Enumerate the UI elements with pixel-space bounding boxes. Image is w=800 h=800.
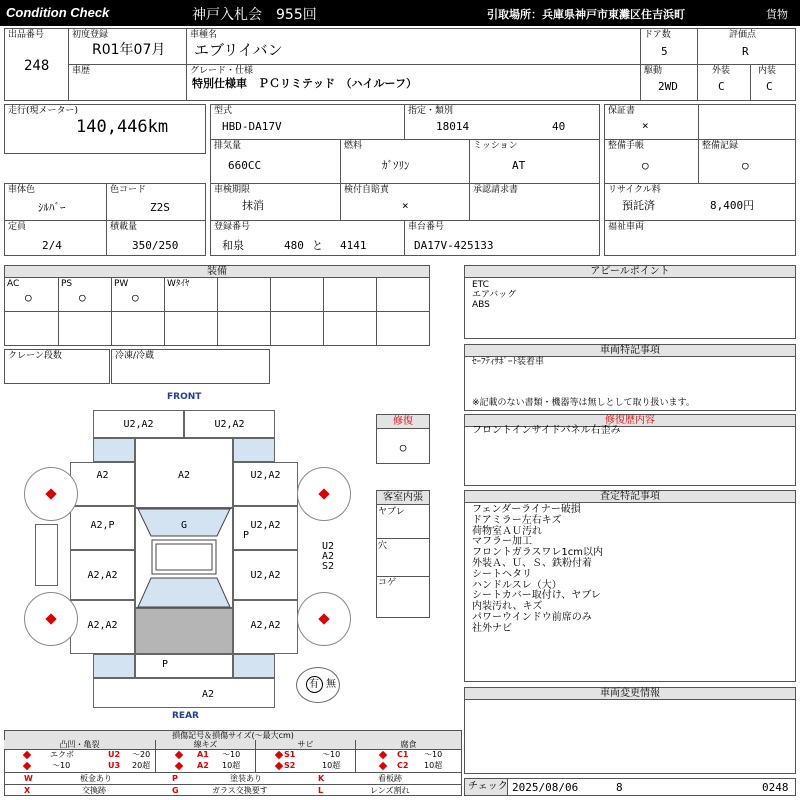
doors-value: 5 — [661, 45, 668, 58]
inspection-notes-title: 査定特記事項 — [465, 491, 795, 503]
change-info-box — [464, 687, 796, 774]
mark-hood: A2 — [177, 470, 191, 481]
grade-label: グレード・仕様 — [190, 66, 254, 76]
side-step-left — [35, 524, 58, 586]
equip-pw-mark: ○ — [132, 291, 139, 304]
legend-g-desc: ガラス交換要す — [212, 786, 268, 795]
designation-label: 指定・類別 — [408, 106, 454, 116]
maint-book-value: ○ — [642, 159, 649, 172]
cabin-item-hole: 穴 — [378, 541, 388, 551]
vehicle-category: 貨物 — [766, 8, 788, 21]
panel-front-corner-left[interactable] — [93, 438, 135, 462]
check-label: チェック — [468, 781, 508, 792]
panel-back-door[interactable] — [135, 608, 233, 654]
grade-value: 特別仕様車 ＰＣリミテッド （ハイルーフ） — [192, 77, 417, 90]
mark-front-door-left: A2,P — [90, 520, 115, 531]
legend-u2-size: 〜20 — [132, 750, 151, 759]
fridge-label: 冷凍/冷蔵 — [115, 351, 155, 361]
lot-label: 出品番号 — [8, 30, 45, 40]
mark-quarter-right: A2,A2 — [250, 620, 281, 631]
legend-code-a2: A2 — [197, 761, 209, 770]
color-value: ｼﾙﾊﾞｰ — [38, 201, 66, 214]
lot-number: 248 — [24, 58, 50, 74]
legend-code-k: K — [318, 774, 325, 783]
capacity-value: 2/4 — [42, 239, 62, 252]
mark-side-right-1: U2 — [321, 541, 335, 552]
legend-group-dent: 凸凹・亀裂 — [4, 740, 155, 749]
legend-code-c2: C2 — [397, 761, 409, 770]
mission-value: AT — [512, 159, 526, 172]
panel-rear-corner-right[interactable] — [233, 654, 275, 678]
maint-record-label: 整備記録 — [702, 141, 739, 151]
drive-label: 駆動 — [644, 66, 663, 76]
legend-u3-size: 20超 — [132, 761, 151, 770]
legend-a1-size: 〜10 — [222, 750, 241, 759]
legend-title: 損傷記号＆損傷サイズ(〜最大cm) — [5, 731, 461, 740]
recycle-label: リサイクル料 — [608, 185, 661, 195]
self-inspect-label: 検付自賠責 — [344, 185, 390, 195]
regno-label: 登録番号 — [214, 222, 251, 232]
tire-front-right[interactable] — [297, 467, 351, 521]
designation-value: 18014 — [436, 120, 470, 133]
legend-s2-size: 10超 — [322, 761, 341, 770]
class-number: 40 — [552, 120, 566, 133]
legend-code-g: G — [172, 786, 179, 795]
mark-front-bumper-right: U2,A2 — [214, 419, 245, 430]
tire-rear-right[interactable] — [297, 592, 351, 646]
color-code-value: Z2S — [150, 201, 170, 214]
legend-a2-size: 10超 — [222, 761, 241, 770]
legend-code-u2: U2 — [108, 750, 121, 759]
warranty-value: × — [642, 119, 649, 132]
chassis-label: 車台番号 — [408, 222, 445, 232]
car-name: エブリイバン — [194, 41, 283, 59]
mileage-label: 走行(現メーター) — [8, 106, 79, 116]
mileage-value: 140,446km — [76, 117, 169, 137]
cabin-title: 客室内張 — [377, 491, 429, 505]
check-num: 8 — [616, 781, 623, 794]
inspection-label: 車検期限 — [214, 185, 251, 195]
legend-s1-size: 〜10 — [322, 750, 341, 759]
warranty-label: 保証書 — [608, 106, 636, 116]
legend-code-c1: C1 — [397, 750, 409, 759]
mark-rear-door-left: A2,A2 — [87, 570, 118, 581]
check-lot: 0248 — [762, 781, 789, 794]
legend-code-s1: S1 — [284, 750, 296, 759]
recycle-status: 預託済 — [622, 199, 655, 212]
cabin-item-tear: ヤブレ — [378, 507, 405, 517]
maint-record-value: ○ — [742, 159, 749, 172]
load-value: 350/250 — [132, 239, 179, 252]
rear-label: REAR — [172, 711, 199, 721]
welfare-label: 福祉車両 — [608, 222, 645, 232]
legend-code-s2: S2 — [284, 761, 296, 770]
cabin-item-burn: コゲ — [378, 578, 397, 588]
spare-tire-label: 有 — [309, 679, 319, 690]
rating-label: 評価点 — [729, 30, 757, 40]
rating-value: R — [742, 45, 749, 58]
header-title: Condition Check — [6, 5, 110, 20]
equip-ps-label: PS — [61, 279, 73, 289]
legend-c1-size: 〜10 — [424, 750, 443, 759]
legend-k-desc: 看板跡 — [378, 774, 402, 783]
vehicle-notes-line2: ※記載のない書類・機器等は無しとして取り扱います。 — [472, 398, 695, 408]
front-label: FRONT — [167, 392, 202, 402]
check-date: 2025/08/06 — [512, 781, 579, 794]
legend-code-x: X — [24, 786, 31, 795]
header-bar — [0, 0, 800, 26]
auction-name: 神戸入札会 955回 — [192, 7, 317, 23]
appeal-title: アピールポイント — [465, 266, 795, 278]
mark-windshield: G — [180, 520, 188, 531]
legend-x-desc: 交換跡 — [82, 786, 106, 795]
rear-glass — [138, 578, 230, 607]
color-label: 車体色 — [8, 185, 36, 195]
interior-label: 内装 — [758, 66, 777, 76]
mark-rear-upper: P — [161, 659, 169, 670]
legend-group-corrosion: 腐食 — [356, 740, 461, 749]
warranty-box — [604, 104, 796, 256]
mark-front-fender-left: A2 — [96, 470, 109, 481]
legend-dimple-size: 〜10 — [52, 761, 71, 770]
repair-history-text: フロントインサイドパネル右歪み — [472, 425, 621, 436]
mark-front-fender-right: U2,A2 — [250, 470, 281, 481]
first-reg-value: R01年07月 — [92, 42, 166, 58]
first-reg-label: 初度登録 — [72, 30, 109, 40]
repair-box-mark: ○ — [399, 441, 407, 454]
mission-label: ミッション — [473, 141, 518, 151]
color-code-label: 色コード — [110, 185, 147, 195]
model-value: HBD-DA17V — [222, 120, 282, 133]
legend-dimple: エクボ — [50, 750, 74, 759]
mark-front-door-right-2: P — [242, 530, 250, 541]
panel-front-corner-right[interactable] — [233, 438, 275, 462]
doors-label: ドア数 — [644, 30, 671, 40]
vehicle-notes-line1: ｾｰﾌﾃｨｻﾎﾟｰﾄ装着車 — [472, 357, 545, 367]
equip-ac-label: AC — [7, 279, 20, 289]
reg-number: 4141 — [340, 239, 367, 252]
change-info-title: 車両変更情報 — [465, 688, 795, 700]
mark-front-bumper-left: U2,A2 — [123, 419, 154, 430]
panel-front-fender-right[interactable] — [233, 462, 298, 506]
mark-rear-bumper: A2 — [201, 689, 215, 700]
pickup-location: 引取場所：兵庫県神戸市東灘区住吉浜町 — [487, 8, 685, 21]
inspection-notes-text: フェンダーライナー破損 ドアミラー左右キズ 荷物室ＡＵ汚れ マフラー加工 フロントガラスワレ1cm以内 外装Ａ、Ｕ、Ｓ、鉄粉付着 シートヘタリ ハンドルスレ（大） シートカバー取付け、ヤブレ 内装汚れ、キズ パワーウインドウ前席のみ 社外ナビ — [472, 504, 604, 634]
mark-quarter-left: A2,A2 — [87, 620, 118, 631]
legend-p-desc: 塗装あり — [230, 774, 262, 783]
panel-front-fender-left[interactable] — [70, 462, 135, 506]
exterior-value: C — [718, 80, 725, 93]
legend-code-w: W — [24, 774, 33, 783]
panel-rear-corner-left[interactable] — [93, 654, 135, 678]
legend-c2-size: 10超 — [424, 761, 443, 770]
repair-box-title: 修復 — [377, 415, 429, 429]
legend-code-u3: U3 — [108, 761, 121, 770]
tire-rear-left[interactable] — [24, 592, 78, 646]
legend-l-desc: レンズ割れ — [370, 786, 410, 795]
spare-tire-none: 無 — [326, 679, 336, 690]
equip-pw-label: PW — [114, 279, 129, 289]
reg-kana: と — [312, 239, 323, 252]
self-inspect-value: × — [402, 199, 409, 212]
exterior-label: 外装 — [712, 66, 731, 76]
drive-value: 2WD — [658, 80, 678, 93]
legend-w-desc: 板金あり — [80, 774, 112, 783]
legend-code-p: P — [172, 774, 178, 783]
reg-area: 和泉 — [222, 239, 244, 252]
mark-side-right-2: A2 — [321, 551, 335, 562]
recycle-fee: 8,400円 — [710, 199, 755, 212]
appeal-text: ETC エアバッグ ABS — [472, 280, 517, 310]
fuel-value: ｶﾞｿﾘﾝ — [382, 159, 410, 172]
mark-front-door-right: U2,A2 — [250, 520, 281, 531]
model-label: 型式 — [214, 106, 233, 116]
mark-side-right-3: S2 — [321, 561, 335, 572]
equipment-title: 装備 — [5, 266, 429, 278]
legend-code-l: L — [318, 786, 324, 795]
displacement-label: 排気量 — [214, 141, 242, 151]
approval-label: 承認請求書 — [473, 185, 519, 195]
interior-value: C — [766, 80, 773, 93]
maint-book-label: 整備手帳 — [608, 141, 645, 151]
equip-ps-mark: ○ — [79, 291, 86, 304]
reg-class: 480 — [284, 239, 304, 252]
inspection-value: 抹消 — [242, 199, 264, 212]
repair-history-title: 修復歴内容 — [465, 415, 795, 427]
legend-group-rust: サビ — [256, 740, 355, 749]
history-label: 車歴 — [72, 66, 91, 76]
legend-group-scratch: 線キズ — [156, 740, 255, 749]
legend-code-a1: A1 — [197, 750, 209, 759]
fuel-label: 燃料 — [344, 141, 363, 151]
displacement-value: 660CC — [228, 159, 262, 172]
crane-label: クレーン段数 — [8, 351, 62, 361]
mark-rear-door-right: U2,A2 — [250, 570, 281, 581]
vehicle-notes-title: 車両特記事項 — [465, 345, 795, 357]
car-name-label: 車種名 — [190, 30, 218, 40]
equip-ac-mark: ○ — [25, 291, 32, 304]
load-label: 積載量 — [110, 222, 138, 232]
equip-wtire-label: Wﾀｲﾔ — [167, 279, 190, 289]
capacity-label: 定員 — [8, 222, 27, 232]
chassis-value: DA17V-425133 — [414, 239, 494, 252]
